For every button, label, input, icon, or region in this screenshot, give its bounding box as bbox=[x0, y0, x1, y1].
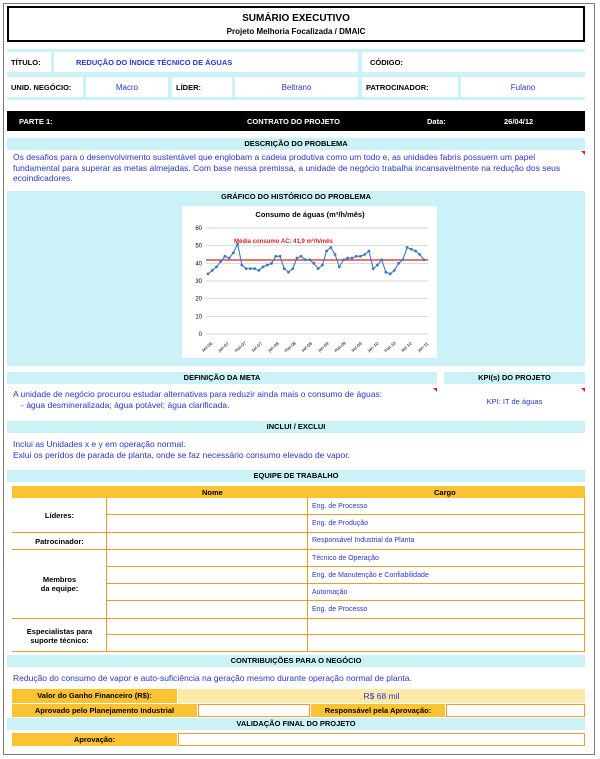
nome-cell[interactable] bbox=[107, 533, 308, 550]
y-tick-label: 0 bbox=[198, 332, 202, 338]
titulo-label-cell bbox=[7, 52, 51, 72]
data-point bbox=[376, 264, 379, 267]
meta-text[interactable] bbox=[10, 388, 437, 418]
parte-bar bbox=[7, 111, 585, 131]
header-subtitle: Projeto Melhoria Focalizada / DMAIC bbox=[226, 27, 366, 36]
codigo-cell[interactable] bbox=[362, 52, 585, 72]
kpi-heading: KPI(s) DO PROJETO bbox=[444, 372, 585, 384]
comment-marker-icon bbox=[581, 151, 585, 155]
data-point bbox=[338, 265, 341, 268]
data-point bbox=[253, 267, 256, 270]
x-tick-label: set-07 bbox=[250, 340, 264, 353]
data-point bbox=[414, 250, 417, 253]
data-point bbox=[355, 255, 358, 258]
patrocinador-label-cell bbox=[362, 77, 458, 97]
y-tick-label: 20 bbox=[195, 296, 202, 303]
unid-label: UNID. NEGÓCIO: bbox=[11, 82, 72, 92]
data-point bbox=[219, 260, 222, 263]
mean-annotation: Média consumo AC: 41,9 m³/h/mês bbox=[234, 239, 333, 246]
data-point bbox=[300, 255, 303, 258]
meta-heading: DEFINIÇÃO DA META bbox=[7, 372, 437, 384]
col-nome: Nome bbox=[202, 488, 223, 497]
y-tick-label: 50 bbox=[195, 243, 202, 250]
aprovado-value[interactable] bbox=[198, 704, 310, 717]
nome-cell[interactable] bbox=[107, 498, 308, 515]
equipe-heading: EQUIPE DE TRABALHO bbox=[7, 470, 585, 482]
info-row-unit bbox=[7, 74, 585, 100]
x-tick-label: set-09 bbox=[350, 340, 363, 353]
patrocinador-value-cell[interactable] bbox=[461, 77, 585, 97]
data-point bbox=[325, 250, 328, 253]
data-point bbox=[317, 267, 320, 270]
membros-label bbox=[12, 575, 107, 593]
nome-cell[interactable] bbox=[107, 635, 308, 652]
patrocinador-value: Fulano bbox=[510, 82, 536, 92]
nome-cell[interactable] bbox=[107, 567, 308, 584]
contribuicoes-text[interactable]: Redução do consumo de vapor e auto-suficiência na geração mesmo durante operação normal de planta. bbox=[10, 670, 585, 687]
problema-heading: DESCRIÇÃO DO PROBLEMA bbox=[7, 138, 585, 150]
data-point bbox=[406, 246, 409, 249]
x-tick-label: mai-09 bbox=[333, 340, 347, 354]
data-point bbox=[224, 255, 227, 258]
col-cargo: Cargo bbox=[434, 488, 456, 497]
inclui-line1: Inclui as Unidades x e y em operação normal. bbox=[13, 439, 186, 449]
data-point bbox=[372, 267, 375, 270]
data-point bbox=[329, 246, 332, 249]
data-point bbox=[334, 253, 337, 256]
data-point bbox=[389, 273, 392, 276]
chart-box bbox=[182, 206, 437, 358]
x-tick-label: mai-10 bbox=[382, 340, 397, 354]
data-point bbox=[215, 265, 218, 268]
chart-title: Consumo de águas (m³/h/mês) bbox=[255, 210, 365, 219]
data-point bbox=[393, 269, 396, 272]
unid-value-cell[interactable] bbox=[86, 77, 168, 97]
data-point bbox=[410, 248, 413, 251]
data-point bbox=[240, 264, 243, 267]
data-point bbox=[418, 253, 421, 256]
cargo-cell[interactable] bbox=[308, 584, 585, 601]
ganho-label: Valor do Ganho Financeiro (R$): bbox=[12, 689, 177, 703]
data-point bbox=[279, 255, 282, 258]
data-point bbox=[368, 250, 371, 253]
data-point bbox=[262, 265, 265, 268]
data-point bbox=[207, 273, 210, 276]
cargo-cell[interactable] bbox=[308, 635, 585, 652]
x-tick-label: jan-11 bbox=[416, 341, 430, 353]
cargo-4[interactable]: Eng. de Manutenção e Confiabilidade bbox=[312, 572, 429, 579]
data-point bbox=[401, 258, 404, 261]
patrocinador-label: PATROCINADOR: bbox=[366, 82, 429, 92]
grafico-heading: GRÁFICO DO HISTÓRICO DO PROBLEMA bbox=[7, 191, 585, 203]
nome-cell[interactable] bbox=[107, 584, 308, 601]
membros-label-2: da equipe: bbox=[40, 584, 79, 593]
consumo-chart bbox=[182, 206, 437, 358]
data-point bbox=[274, 255, 277, 258]
y-tick-label: 10 bbox=[195, 314, 202, 321]
data-point bbox=[321, 264, 324, 267]
lider-label: LÍDER: bbox=[176, 82, 201, 92]
data-point bbox=[312, 262, 315, 265]
comment-marker-icon bbox=[433, 388, 437, 392]
data-point bbox=[346, 257, 349, 260]
inclui-text[interactable] bbox=[10, 438, 585, 466]
data-point bbox=[380, 258, 383, 261]
data-point bbox=[308, 258, 311, 261]
contribuicoes-heading: CONTRIBUIÇÕES PARA O NEGÓCIO bbox=[7, 655, 585, 667]
lider-value: Beltrano bbox=[281, 82, 312, 92]
x-tick-label: set-06 bbox=[200, 340, 214, 353]
validacao-heading: VALIDAÇÃO FINAL DO PROJETO bbox=[7, 718, 585, 730]
cargo-2[interactable]: Responsável Industrial da Planta bbox=[312, 537, 415, 544]
lider-value-cell[interactable] bbox=[235, 77, 358, 97]
info-row-title bbox=[7, 49, 585, 75]
cargo-6[interactable]: Eng. de Processo bbox=[312, 606, 368, 613]
responsavel-value[interactable] bbox=[446, 704, 585, 717]
y-tick-label: 30 bbox=[195, 279, 202, 285]
header-box bbox=[7, 6, 585, 42]
cargo-cell[interactable] bbox=[308, 619, 585, 635]
especialistas-label bbox=[12, 627, 107, 645]
data-point bbox=[423, 258, 426, 261]
membros-label-1: Membros bbox=[42, 575, 77, 584]
lider-label-cell bbox=[172, 77, 232, 97]
unid-value: Macro bbox=[115, 82, 139, 92]
parte-label: PARTE 1: bbox=[19, 117, 53, 126]
x-tick-label: jan-07 bbox=[217, 340, 231, 353]
data-point bbox=[249, 267, 252, 270]
titulo-value-cell[interactable] bbox=[54, 52, 358, 72]
unid-label-cell bbox=[7, 77, 83, 97]
patrocinador-team-label: Patrocinador: bbox=[35, 537, 84, 546]
nome-cell[interactable] bbox=[107, 515, 308, 533]
data-point bbox=[359, 255, 362, 258]
data-point bbox=[228, 257, 231, 260]
problema-text[interactable]: Os desafios para o desenvolvimento sustentável que englobam a cadeia produtiva como um todo e, as unidades fabris possuem um papel fundamental para superar as metas almejadas. Com base nessa premissa, a unidade de negócio trabalha incansavelmente na redução dos seus ecoindicadores. bbox=[10, 151, 585, 189]
nome-cell[interactable] bbox=[107, 601, 308, 619]
aprovacao-label: Aprovação: bbox=[12, 733, 177, 746]
especialistas-label-2: suporte técnico: bbox=[30, 636, 89, 645]
data-value: 26/04/12 bbox=[504, 117, 534, 126]
equipe-col-header bbox=[12, 486, 585, 498]
titulo-value: REDUÇÃO DO ÍNDICE TÉCNICO DE ÁGUAS bbox=[76, 57, 233, 67]
data-point bbox=[257, 269, 260, 272]
data-point bbox=[384, 271, 387, 274]
x-tick-label: jan-10 bbox=[366, 340, 380, 353]
header-title: SUMÁRIO EXECUTIVO bbox=[242, 13, 350, 24]
nome-cell[interactable] bbox=[107, 619, 308, 635]
aprovado-label: Aprovado pelo Planejamento Industrial bbox=[12, 704, 197, 717]
x-tick-label: set-08 bbox=[300, 340, 314, 353]
cargo-1[interactable]: Eng. de Produção bbox=[312, 520, 369, 527]
meta-text-line1: A unidade de negócio procurou estudar alternativas para reduzir ainda mais o consumo de águas: bbox=[13, 389, 383, 399]
data-point bbox=[363, 253, 366, 256]
ganho-value[interactable]: R$ 68 mil bbox=[178, 689, 585, 703]
titulo-label: TÍTULO: bbox=[11, 57, 41, 67]
cargo-5[interactable]: Automação bbox=[312, 589, 348, 596]
data-point bbox=[270, 262, 273, 265]
responsavel-label: Responsável pela Aprovação: bbox=[311, 704, 445, 717]
data-point bbox=[287, 271, 290, 274]
inclui-heading: INCLUI / EXCLUI bbox=[7, 421, 585, 433]
kpi-value[interactable]: KPI: IT de águas bbox=[444, 388, 585, 418]
data-point bbox=[304, 258, 307, 261]
data-label: Data: bbox=[427, 117, 446, 126]
data-point bbox=[211, 269, 214, 272]
data-point bbox=[232, 251, 235, 254]
y-tick-label: 60 bbox=[195, 226, 202, 232]
lideres-label: Líderes: bbox=[44, 511, 75, 520]
especialistas-label-1: Especialistas para bbox=[26, 627, 93, 636]
x-tick-label: mai-08 bbox=[283, 340, 297, 354]
x-tick-label: mai-07 bbox=[233, 340, 248, 354]
x-tick-label: jan-09 bbox=[316, 340, 330, 353]
aprovacao-value[interactable] bbox=[178, 733, 585, 746]
y-tick-label: 40 bbox=[195, 261, 202, 268]
data-point bbox=[291, 267, 294, 270]
data-point bbox=[266, 264, 269, 267]
cargo-3[interactable]: Técnico de Operação bbox=[312, 555, 379, 562]
cargo-0[interactable]: Eng. de Processo bbox=[312, 503, 368, 510]
data-point bbox=[296, 257, 299, 260]
codigo-label: CÓDIGO: bbox=[370, 57, 403, 67]
meta-text-line2: - água desmineralizada; água potável; água clarificada. bbox=[21, 399, 230, 410]
data-point bbox=[397, 262, 400, 265]
x-tick-label: jan-08 bbox=[267, 340, 280, 353]
data-point bbox=[283, 267, 286, 270]
comment-marker-icon bbox=[581, 388, 585, 392]
data-point bbox=[342, 258, 345, 261]
data-point bbox=[351, 257, 354, 260]
nome-cell[interactable] bbox=[107, 550, 308, 567]
parte-title: CONTRATO DO PROJETO bbox=[247, 117, 340, 126]
series-line bbox=[208, 244, 424, 274]
inclui-line2: Exlui os perídos de parada de planta, onde se faz necessário consumo elevado de vapor. bbox=[13, 449, 350, 460]
x-tick-label: set-10 bbox=[400, 340, 413, 353]
data-point bbox=[245, 267, 248, 270]
